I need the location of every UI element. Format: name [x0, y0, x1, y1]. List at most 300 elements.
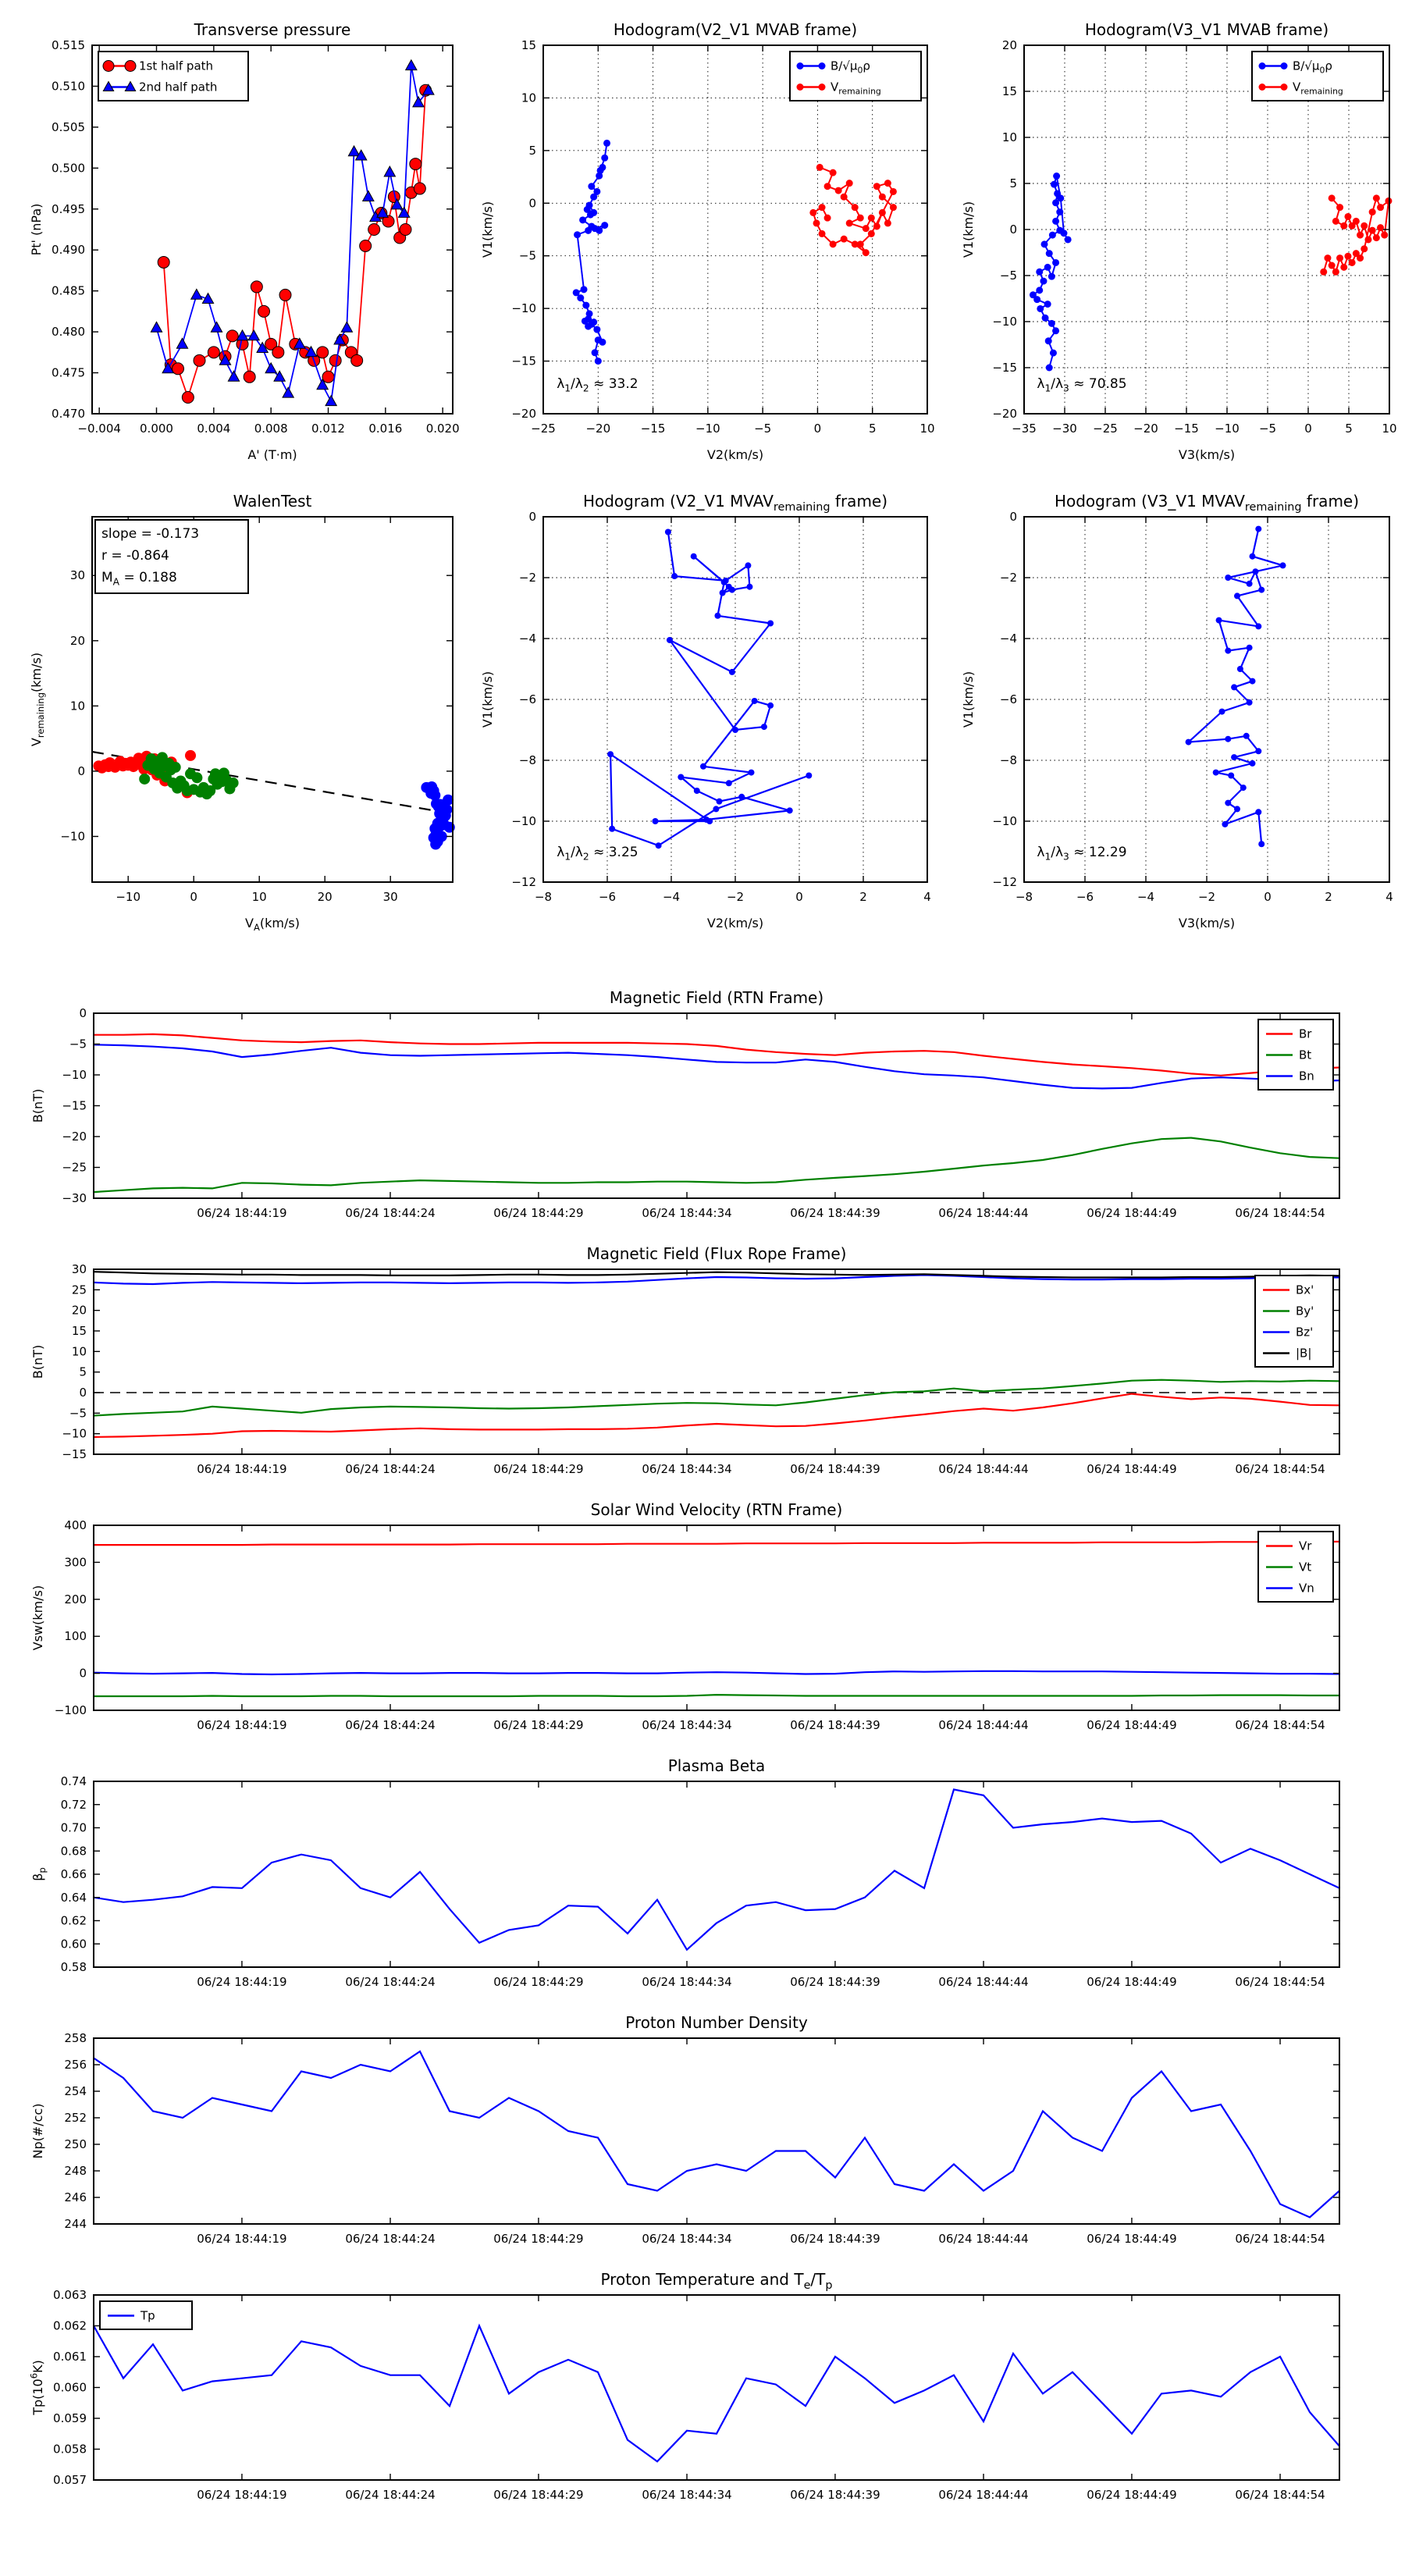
- chart-hodogram-v3v1-mvab: [938, 11, 1400, 473]
- chart-walen-test-canvas: [8, 482, 476, 941]
- marker-dot: [1053, 173, 1060, 180]
- x-tick-label: 0.012: [311, 422, 345, 436]
- marker-dot: [729, 669, 735, 675]
- y-tick-label: −6: [999, 692, 1017, 706]
- x-tick-label: 06/24 18:44:54: [1235, 1975, 1325, 1989]
- x-tick-label: 06/24 18:44:29: [493, 1462, 584, 1476]
- x-tick-label: −10: [1215, 422, 1240, 436]
- x-tick-label: 0: [795, 890, 803, 904]
- marker-dot: [1250, 760, 1256, 767]
- marker-dot: [1373, 194, 1380, 201]
- y-tick-label: 0.063: [53, 2288, 87, 2302]
- marker-triangle: [283, 387, 293, 397]
- marker-dot: [1231, 754, 1237, 760]
- y-tick-label: −100: [54, 1703, 87, 1717]
- marker-triangle: [341, 322, 352, 332]
- marker-dot: [868, 230, 875, 237]
- marker-circle: [194, 354, 205, 366]
- legend-label: 2nd half path: [139, 80, 218, 94]
- x-tick-label: 5: [868, 422, 877, 436]
- x-tick-label: −8: [1015, 890, 1033, 904]
- marker-dot: [1042, 315, 1049, 322]
- marker-dot: [767, 621, 774, 627]
- y-tick-label: 0.505: [52, 119, 85, 134]
- marker-dot: [1344, 213, 1351, 220]
- marker-dot: [1045, 337, 1052, 344]
- y-tick-label: 0: [1009, 510, 1017, 524]
- y-tick-label: −10: [60, 829, 85, 844]
- legend-label: Bz': [1296, 1325, 1314, 1340]
- marker-dot: [797, 84, 804, 91]
- y-axis-label: V1(km/s): [961, 201, 976, 258]
- y-tick-label: 0: [79, 1666, 87, 1681]
- marker-dot: [1052, 218, 1059, 225]
- marker-dot: [738, 794, 745, 800]
- y-tick-label: 5: [79, 1364, 87, 1379]
- chart-hodogram-v3v1-mvav-canvas: [938, 482, 1400, 941]
- marker-dot: [1231, 684, 1237, 690]
- marker-dot: [1057, 194, 1064, 201]
- x-tick-label: 06/24 18:44:39: [790, 1975, 880, 1989]
- marker-dot: [1247, 699, 1253, 706]
- x-tick-label: 0.020: [425, 422, 460, 436]
- y-tick-label: 0.490: [52, 243, 85, 258]
- x-tick-label: 0: [1304, 422, 1312, 436]
- legend-label: By': [1296, 1304, 1314, 1318]
- marker-dot: [1046, 365, 1053, 372]
- y-tick-label: −15: [62, 1098, 87, 1113]
- x-tick-label: −15: [1174, 422, 1199, 436]
- marker-dot: [1225, 736, 1231, 742]
- y-tick-label: −5: [69, 1037, 87, 1051]
- axes-frame: [94, 2295, 1339, 2480]
- series-beta_p: [94, 1789, 1339, 1949]
- x-tick-label: −20: [585, 422, 611, 436]
- chart-title: Proton Temperature and $T_e/T_p$: [600, 2270, 833, 2293]
- marker-dot: [1243, 733, 1250, 739]
- marker-dot: [700, 763, 706, 770]
- x-tick-label: −10: [695, 422, 720, 436]
- chart-hodogram-v3v1-mvav: [938, 482, 1400, 941]
- marker-circle: [279, 289, 291, 301]
- x-tick-label: 06/24 18:44:44: [938, 2488, 1029, 2502]
- x-tick-label: −6: [598, 890, 617, 904]
- axes-frame: [94, 1525, 1339, 1710]
- marker-dot: [667, 637, 673, 643]
- marker-dot: [1252, 568, 1258, 575]
- x-tick-label: 06/24 18:44:24: [345, 1462, 436, 1476]
- annotation: $\lambda_1/\lambda_3 \approx 70.85$: [1037, 375, 1127, 394]
- marker-dot: [595, 358, 602, 365]
- marker-dot: [1060, 229, 1067, 237]
- x-tick-label: 06/24 18:44:19: [197, 2232, 287, 2246]
- marker-dot: [830, 169, 837, 176]
- y-tick-label: −25: [62, 1160, 87, 1175]
- series-Bz': [94, 1275, 1339, 1284]
- axes-frame: [1024, 517, 1389, 882]
- marker-dot: [846, 219, 853, 226]
- y-tick-label: 30: [71, 1262, 87, 1276]
- marker-dot: [797, 62, 804, 69]
- x-tick-label: 2: [859, 890, 867, 904]
- marker-dot: [581, 286, 588, 293]
- marker-dot: [830, 240, 837, 247]
- marker-dot: [1336, 204, 1343, 211]
- y-tick-label: 0.62: [60, 1913, 87, 1928]
- marker-dot: [1250, 553, 1256, 560]
- x-tick-label: 06/24 18:44:44: [938, 1975, 1029, 1989]
- y-tick-label: −20: [992, 407, 1017, 421]
- y-tick-label: 0.060: [53, 2380, 87, 2395]
- marker-dot: [603, 140, 610, 147]
- chart-title: Proton Number Density: [625, 2013, 808, 2032]
- x-axis-label: V3(km/s): [1178, 447, 1236, 462]
- chart-title: Hodogram (V2_V1 $MVAV_{remaining}$ frame): [582, 492, 888, 514]
- marker-dot: [745, 562, 751, 568]
- y-tick-label: −8: [518, 753, 536, 767]
- marker-dot: [1329, 262, 1336, 269]
- x-tick-label: 06/24 18:44:44: [938, 1206, 1029, 1220]
- x-tick-label: 06/24 18:44:49: [1087, 1975, 1177, 1989]
- x-tick-label: 06/24 18:44:29: [493, 2488, 584, 2502]
- y-tick-label: 0.059: [53, 2411, 87, 2425]
- marker-dot: [1234, 806, 1240, 812]
- marker-dot: [185, 750, 196, 761]
- x-tick-label: 06/24 18:44:49: [1087, 2232, 1177, 2246]
- series-Tp: [94, 2326, 1339, 2462]
- marker-dot: [574, 231, 581, 238]
- y-tick-label: −5: [999, 269, 1017, 283]
- marker-dot: [767, 703, 774, 709]
- legend-label: $B/√\mu_0\rho$: [1293, 59, 1332, 76]
- marker-dot: [816, 164, 823, 171]
- marker-dot: [1216, 617, 1222, 624]
- x-tick-label: 0: [1264, 890, 1272, 904]
- chart-hodogram-v3v1-mvab-canvas: [938, 11, 1400, 473]
- y-tick-label: 246: [64, 2190, 87, 2204]
- x-tick-label: 06/24 18:44:54: [1235, 1718, 1325, 1732]
- y-tick-label: 20: [1001, 38, 1017, 52]
- marker-dot: [1041, 240, 1048, 247]
- x-tick-label: −25: [1093, 422, 1118, 436]
- marker-circle: [414, 183, 425, 194]
- x-tick-label: −20: [1133, 422, 1158, 436]
- marker-circle: [368, 224, 380, 236]
- y-tick-label: 0.058: [53, 2442, 87, 2457]
- marker-dot: [720, 590, 726, 596]
- y-tick-label: −12: [511, 875, 536, 889]
- marker-dot: [579, 216, 586, 223]
- x-tick-label: 06/24 18:44:49: [1087, 2488, 1177, 2502]
- y-tick-label: 200: [64, 1592, 87, 1606]
- y-tick-label: 0.70: [60, 1820, 87, 1835]
- marker-dot: [139, 774, 150, 785]
- chart-title: Magnetic Field (RTN Frame): [609, 988, 824, 1007]
- marker-dot: [841, 236, 848, 243]
- x-tick-label: 0.004: [197, 422, 231, 436]
- marker-dot: [717, 799, 723, 805]
- x-tick-label: 4: [923, 890, 931, 904]
- chart-proton-density-canvas: [8, 2001, 1397, 2253]
- marker-circle: [182, 392, 194, 404]
- marker-dot: [1259, 62, 1266, 69]
- x-tick-label: 06/24 18:44:54: [1235, 1462, 1325, 1476]
- marker-dot: [787, 807, 793, 813]
- y-tick-label: 244: [64, 2217, 87, 2231]
- marker-dot: [713, 806, 719, 812]
- marker-circle: [208, 347, 219, 358]
- y-tick-label: 20: [71, 1303, 87, 1318]
- stats-line: slope = -0.173: [101, 526, 200, 542]
- marker-dot: [593, 326, 600, 333]
- marker-dot: [1225, 575, 1231, 581]
- marker-circle: [125, 61, 136, 72]
- y-tick-label: −4: [999, 632, 1017, 646]
- y-tick-label: 250: [64, 2137, 87, 2151]
- series-V path: [610, 532, 809, 846]
- y-tick-label: −10: [992, 315, 1017, 329]
- x-tick-label: 06/24 18:44:39: [790, 1718, 880, 1732]
- y-tick-label: −15: [992, 361, 1017, 375]
- y-tick-label: 0.470: [52, 407, 85, 421]
- x-tick-label: 06/24 18:44:54: [1235, 1206, 1325, 1220]
- chart-title: Magnetic Field (Flux Rope Frame): [586, 1244, 847, 1263]
- marker-triangle: [348, 146, 359, 156]
- y-tick-label: 256: [64, 2058, 87, 2072]
- marker-dot: [1225, 800, 1231, 806]
- y-tick-label: 25: [71, 1283, 87, 1297]
- y-tick-label: 0.495: [52, 201, 85, 216]
- y-tick-label: 0: [1009, 222, 1017, 237]
- x-tick-label: 06/24 18:44:34: [642, 2488, 732, 2502]
- x-tick-label: −6: [1076, 890, 1094, 904]
- y-tick-label: 0: [528, 510, 536, 524]
- marker-dot: [1259, 84, 1266, 91]
- x-tick-label: 06/24 18:44:24: [345, 1718, 436, 1732]
- marker-dot: [1377, 204, 1384, 211]
- marker-circle: [258, 305, 270, 317]
- marker-dot: [1373, 234, 1380, 241]
- marker-dot: [884, 180, 891, 187]
- marker-dot: [732, 727, 738, 733]
- marker-dot: [1385, 197, 1392, 205]
- marker-dot: [824, 183, 831, 190]
- marker-dot: [573, 289, 580, 296]
- x-axis-label: V2(km/s): [706, 916, 764, 930]
- series-Bn: [94, 1044, 1339, 1088]
- marker-dot: [656, 842, 662, 849]
- marker-dot: [1364, 236, 1371, 243]
- y-tick-label: 0.480: [52, 325, 85, 340]
- marker-dot: [852, 240, 859, 247]
- x-tick-label: 06/24 18:44:54: [1235, 2232, 1325, 2246]
- x-tick-label: −2: [1197, 890, 1216, 904]
- x-tick-label: 06/24 18:44:19: [197, 1718, 287, 1732]
- marker-dot: [813, 219, 820, 226]
- x-tick-label: 10: [1382, 422, 1397, 436]
- x-tick-label: 0.016: [368, 422, 403, 436]
- x-tick-label: 06/24 18:44:19: [197, 2488, 287, 2502]
- marker-circle: [329, 354, 341, 366]
- marker-dot: [1040, 278, 1047, 285]
- marker-dot: [852, 204, 859, 211]
- marker-dot: [824, 215, 831, 222]
- series-Vn: [94, 1671, 1339, 1674]
- marker-triangle: [384, 166, 395, 176]
- marker-circle: [400, 224, 411, 236]
- y-axis-label: V1(km/s): [961, 671, 976, 728]
- marker-dot: [1332, 269, 1339, 276]
- x-tick-label: −25: [531, 422, 556, 436]
- marker-dot: [1369, 227, 1376, 234]
- chart-title: Hodogram(V2_V1 MVAB frame): [613, 20, 858, 39]
- x-tick-label: 2: [1325, 890, 1332, 904]
- legend-label: $V_{remaining}$: [1293, 80, 1343, 97]
- marker-dot: [746, 584, 752, 590]
- marker-dot: [694, 788, 700, 794]
- y-tick-label: −15: [511, 354, 536, 368]
- marker-dot: [761, 724, 767, 730]
- marker-dot: [1369, 208, 1376, 215]
- marker-triangle: [228, 371, 239, 381]
- chart-hodogram-v2v1-mvav-canvas: [476, 482, 938, 941]
- marker-dot: [1280, 562, 1286, 568]
- marker-dot: [1349, 259, 1356, 266]
- marker-dot: [726, 780, 732, 786]
- marker-dot: [879, 194, 886, 201]
- chart-magnetic-field-flux-rope-canvas: [8, 1232, 1397, 1483]
- x-tick-label: 06/24 18:44:49: [1087, 1462, 1177, 1476]
- marker-dot: [653, 818, 659, 824]
- chart-proton-density: [8, 2001, 1397, 2253]
- marker-dot: [1281, 84, 1288, 91]
- marker-circle: [244, 371, 255, 382]
- marker-dot: [1255, 809, 1261, 815]
- x-tick-label: 06/24 18:44:24: [345, 1975, 436, 1989]
- marker-triangle: [248, 330, 259, 340]
- marker-dot: [1052, 259, 1059, 266]
- marker-dot: [1037, 305, 1044, 312]
- marker-dot: [1222, 821, 1228, 827]
- chart-hodogram-v2v1-mvab: [476, 11, 938, 473]
- marker-circle: [272, 347, 284, 358]
- y-tick-label: 15: [1001, 84, 1017, 98]
- marker-dot: [665, 529, 671, 535]
- y-axis-label: B(nT): [30, 1344, 45, 1379]
- marker-dot: [706, 818, 713, 824]
- chart-walen-test: [8, 482, 476, 941]
- marker-dot: [1044, 301, 1051, 308]
- y-tick-label: −10: [511, 301, 536, 316]
- x-tick-label: −30: [1052, 422, 1077, 436]
- marker-dot: [1258, 841, 1264, 847]
- y-tick-label: 30: [69, 568, 85, 583]
- marker-dot: [868, 215, 875, 222]
- y-tick-label: −6: [518, 692, 536, 706]
- y-tick-label: −10: [992, 814, 1017, 828]
- y-axis-label: Pt' (nPa): [29, 203, 44, 256]
- axes-frame: [94, 2038, 1339, 2224]
- x-tick-label: 0: [813, 422, 822, 436]
- marker-dot: [601, 222, 608, 229]
- annotation: $\lambda_1/\lambda_3 \approx 12.29$: [1037, 845, 1127, 863]
- x-tick-label: 06/24 18:44:44: [938, 1462, 1029, 1476]
- marker-dot: [1030, 291, 1037, 298]
- y-tick-label: 0.057: [53, 2473, 87, 2487]
- series-By': [94, 1380, 1339, 1416]
- marker-dot: [819, 204, 826, 211]
- marker-dot: [582, 318, 589, 325]
- marker-triangle: [325, 396, 336, 406]
- y-tick-label: 0: [528, 196, 536, 211]
- y-tick-label: 0.66: [60, 1867, 87, 1881]
- marker-triangle: [265, 363, 276, 373]
- y-tick-label: −8: [999, 753, 1017, 767]
- x-tick-label: 06/24 18:44:29: [493, 1975, 584, 1989]
- x-tick-label: 5: [1345, 422, 1353, 436]
- marker-dot: [1225, 648, 1231, 654]
- marker-dot: [714, 613, 720, 619]
- chart-hodogram-v2v1-mvav: [476, 482, 938, 941]
- marker-dot: [1353, 218, 1360, 225]
- marker-dot: [1381, 232, 1388, 239]
- marker-dot: [1049, 232, 1056, 239]
- marker-dot: [191, 772, 202, 783]
- x-tick-label: 06/24 18:44:39: [790, 2232, 880, 2246]
- y-tick-label: 0.061: [53, 2350, 87, 2364]
- marker-dot: [1377, 224, 1384, 231]
- marker-triangle: [406, 60, 417, 70]
- marker-dot: [819, 230, 826, 237]
- x-tick-label: 06/24 18:44:29: [493, 1206, 584, 1220]
- x-tick-label: 06/24 18:44:39: [790, 1462, 880, 1476]
- y-tick-label: −5: [69, 1406, 87, 1421]
- marker-dot: [599, 339, 606, 346]
- marker-triangle: [151, 322, 162, 332]
- marker-dot: [1234, 592, 1240, 599]
- x-tick-label: 06/24 18:44:44: [938, 2232, 1029, 2246]
- y-axis-label: B(nT): [30, 1088, 45, 1123]
- marker-dot: [819, 62, 826, 69]
- y-tick-label: 0.500: [52, 161, 85, 176]
- y-axis-label: $V_{remaining}(km/s)$: [29, 652, 47, 747]
- series-Bt: [94, 1138, 1339, 1193]
- marker-dot: [1048, 273, 1055, 280]
- marker-circle: [360, 240, 372, 251]
- marker-dot: [1247, 581, 1253, 587]
- y-tick-label: −15: [62, 1447, 87, 1461]
- marker-dot: [170, 762, 181, 773]
- chart-title: WalenTest: [233, 492, 312, 511]
- x-tick-label: 0: [190, 890, 197, 904]
- x-tick-label: 06/24 18:44:19: [197, 1206, 287, 1220]
- legend-label: Bn: [1299, 1069, 1314, 1083]
- marker-dot: [1051, 181, 1058, 188]
- legend-label: Bt: [1299, 1048, 1312, 1062]
- marker-dot: [1044, 264, 1051, 271]
- x-tick-label: −5: [754, 422, 772, 436]
- marker-dot: [890, 204, 897, 211]
- annotation: $\lambda_1/\lambda_2 \approx 3.25$: [557, 845, 638, 863]
- chart-solar-wind-velocity-canvas: [8, 1488, 1397, 1739]
- marker-dot: [671, 573, 678, 579]
- y-tick-label: 0: [79, 1006, 87, 1020]
- marker-dot: [1281, 62, 1288, 69]
- x-axis-label: V2(km/s): [706, 447, 764, 462]
- x-tick-label: 10: [919, 422, 935, 436]
- x-tick-label: 06/24 18:44:39: [790, 1206, 880, 1220]
- marker-dot: [228, 777, 239, 788]
